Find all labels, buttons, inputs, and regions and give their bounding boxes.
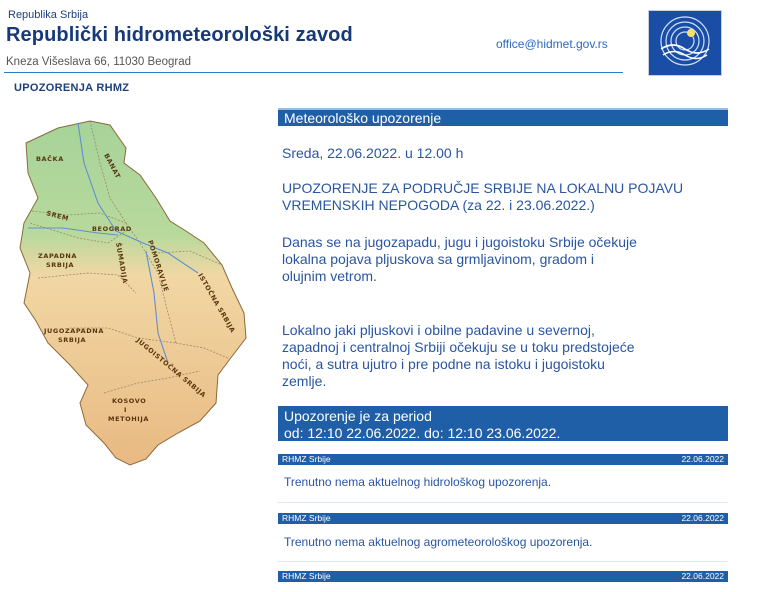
- region-kosovo-line1[interactable]: KOSOVO: [112, 397, 147, 405]
- warning-paragraph-1: [282, 234, 637, 285]
- paragraph1-line1: Danas se na jugozapadu, jugu i jugoistoku Srbije očekuje: [282, 234, 637, 250]
- warning-date: Sreda, 22.06.2022. u 12.00 h: [282, 145, 464, 161]
- paragraph2-line1: Lokalno jaki pljuskovi i obilne padavine u severnoj,: [282, 322, 595, 338]
- notice-source: RHMZ Srbije: [282, 513, 331, 523]
- paragraph1-line2: lokalna pojava pljuskova sa grmljavinom, gradom i: [282, 251, 595, 267]
- serbia-map[interactable]: [8, 103, 270, 473]
- warning-panel-header: [278, 108, 728, 126]
- region-beograd[interactable]: BEOGRAD: [92, 225, 132, 233]
- warning-panel-title: Meteorološko upozorenje: [284, 110, 442, 126]
- notice-date: 22.06.2022: [681, 571, 724, 581]
- region-kosovo-line2: I: [124, 406, 128, 414]
- section-title: UPOZORENJA RHMZ: [14, 82, 130, 94]
- notice-header: [278, 454, 728, 465]
- region-backa[interactable]: BAČKA: [36, 155, 64, 163]
- region-srem[interactable]: SREM: [45, 209, 70, 223]
- hydrological-warning-text: Trenutno nema aktuelnog hidrološkog upozorenja.: [284, 475, 552, 489]
- email-link[interactable]: office@hidmet.gov.rs: [496, 37, 608, 51]
- notice-source: RHMZ Srbije: [282, 571, 331, 581]
- government-label: Republika Srbija: [8, 9, 89, 21]
- notice-header: [278, 571, 728, 582]
- paragraph2-line2: zapadnoj i centralnoj Srbiji očekuju se u toku predstojeće: [282, 339, 635, 355]
- region-zapadna-srbija-line2: SRBIJA: [46, 261, 75, 269]
- notice-date: 22.06.2022: [681, 454, 724, 464]
- header-divider: [4, 72, 623, 73]
- region-kosovo-line3: METOHIJA: [108, 415, 149, 423]
- notice-source: RHMZ Srbije: [282, 454, 331, 464]
- region-zapadna-srbija-line1[interactable]: ZAPADNA: [38, 252, 78, 260]
- region-pomoravlje[interactable]: POMORAVLJE: [146, 239, 171, 293]
- address: Kneza Višeslava 66, 11030 Beograd: [6, 56, 191, 68]
- warning-period-title: Upozorenje je za period: [284, 408, 432, 424]
- paragraph2-line3: noći, a sutra ujutro i pre podne na istoku i jugoistoku: [282, 356, 605, 372]
- warning-paragraph-2: [282, 322, 635, 390]
- region-sumadija[interactable]: ŠUMADIJA: [114, 241, 130, 285]
- notice-divider: [278, 502, 728, 503]
- region-jugozapadna-srbija-line2: SRBIJA: [58, 336, 87, 344]
- notice-header: [278, 513, 728, 524]
- warning-period-range: od: 12:10 22.06.2022. do: 12:10 23.06.2022.: [284, 425, 561, 441]
- institution-title[interactable]: Republički hidrometeorološki zavod: [6, 24, 353, 46]
- notice-divider: [278, 561, 728, 562]
- region-jugoistocna-srbija[interactable]: JUGOISTOČNA SRBIJA: [134, 336, 208, 400]
- warning-headline-line1: UPOZORENJE ZA PODRUČJE SRBIJE NA LOKALNU POJAVU: [282, 180, 684, 196]
- notice-date: 22.06.2022: [681, 513, 724, 523]
- agrometeorological-warning-text: Trenutno nema aktuelnog agrometeorološkog upozorenja.: [284, 535, 593, 549]
- warning-headline-line2: VREMENSKIH NEPOGODA (za 22. i 23.06.2022.): [282, 197, 595, 213]
- region-jugozapadna-srbija-line1[interactable]: JUGOZAPADNA: [44, 327, 104, 335]
- paragraph2-line4: zemlje.: [282, 373, 327, 389]
- paragraph1-line3: olujnim vetrom.: [282, 268, 377, 284]
- region-istocna-srbija[interactable]: ISTOČNA SRBIJA: [196, 272, 237, 335]
- region-banat[interactable]: BANAT: [102, 152, 123, 181]
- warning-period-box: [278, 406, 728, 441]
- warning-headline: [282, 180, 683, 214]
- rhmz-logo-icon[interactable]: [648, 10, 722, 76]
